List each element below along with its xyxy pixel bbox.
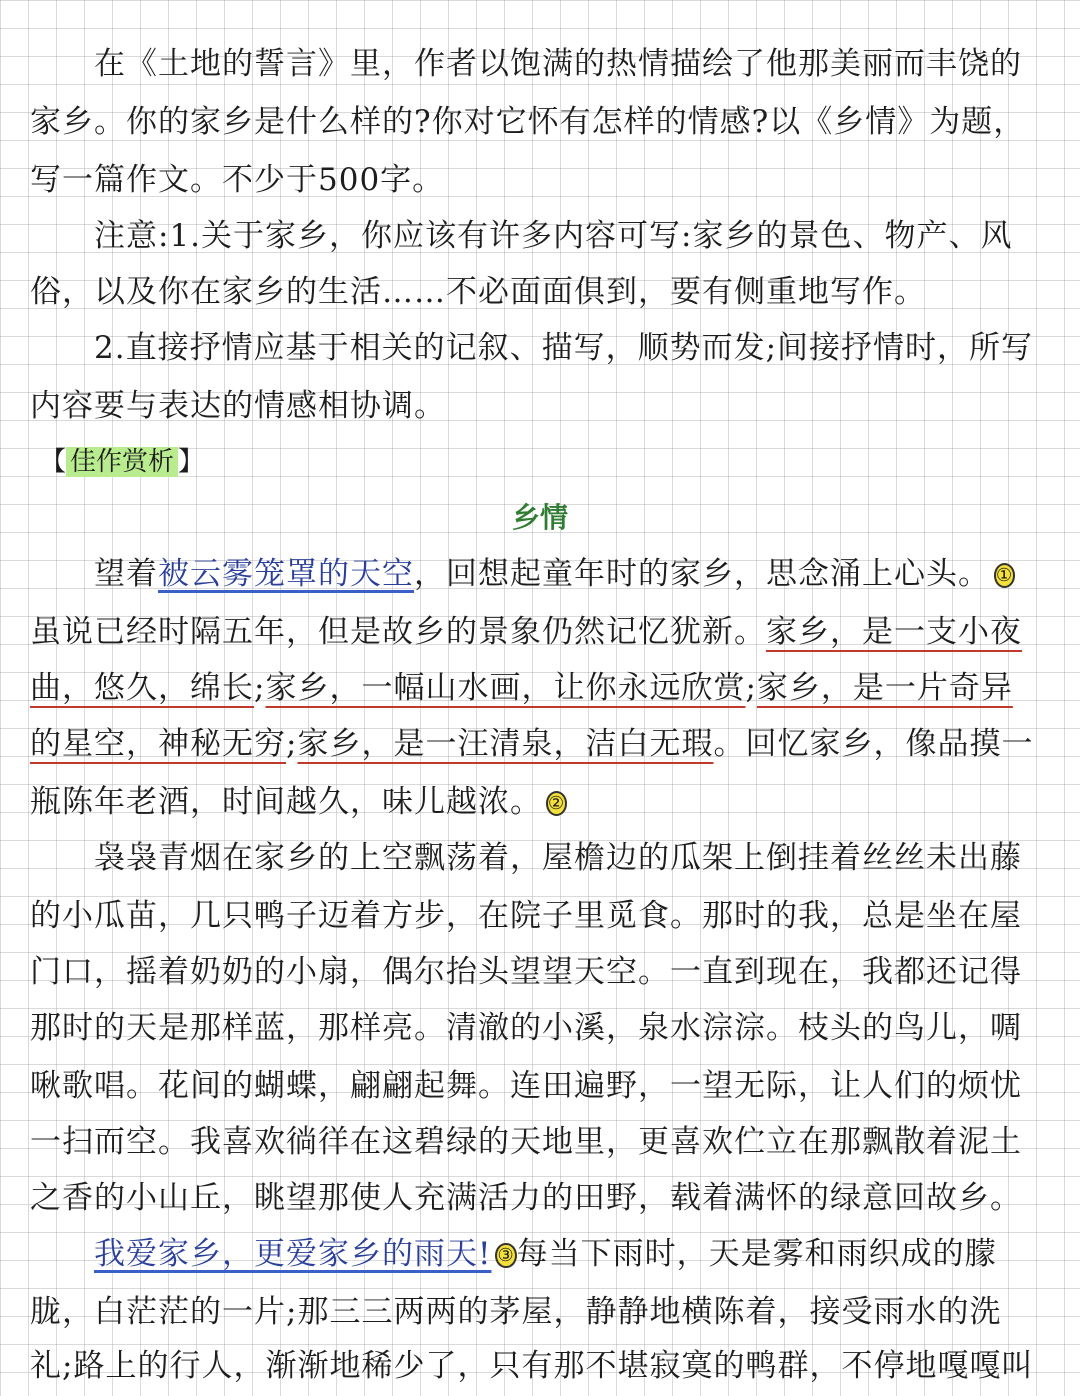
underlined-phrase: 家乡，一幅山水画，让你永远欣赏 bbox=[265, 670, 746, 706]
essay-p2-line-3: 门口，摇着奶奶的小扇，偶尔抬头望望天空。一直到现在，我都还记得 bbox=[30, 954, 1022, 990]
text bbox=[30, 1236, 94, 1272]
text: ，回想起童年时的家乡，思念涌上心头。 bbox=[414, 556, 990, 592]
annotation-marker-3: ③ bbox=[497, 1244, 515, 1266]
annotation-marker-2: ② bbox=[548, 792, 566, 814]
essay-title: 乡情 bbox=[511, 501, 568, 534]
prompt-line-4: 注意:1.关于家乡，你应该有许多内容可写:家乡的景色、物产、风 bbox=[30, 218, 1013, 254]
annotation-marker-1: ① bbox=[996, 564, 1014, 586]
prompt-line-7: 内容要与表达的情感相协调。 bbox=[30, 388, 446, 424]
essay-p2-line-1: 袅袅青烟在家乡的上空飘荡着，屋檐边的瓜架上倒挂着丝丝未出藤 bbox=[30, 840, 1022, 876]
essay-p3-line-3: 礼;路上的行人，渐渐地稀少了，只有那不堪寂寞的鸭群，不停地嘎嘎叫 bbox=[30, 1348, 1034, 1384]
essay-p2-line-4: 那时的天是那样蓝，那样亮。清澈的小溪，泉水淙淙。枝头的鸟儿，啁 bbox=[30, 1010, 1022, 1046]
section-tag-open: 【 bbox=[40, 447, 67, 477]
section-tag bbox=[40, 440, 204, 484]
underlined-phrase: 我爱家乡，更爱家乡的雨天! bbox=[94, 1236, 492, 1272]
prompt-line-2: 家乡。你的家乡是什么样的?你对它怀有怎样的情感?以《乡情》为题， bbox=[30, 104, 1026, 140]
essay-p3-line-2: 胧，白茫茫的一片;那三三两两的茅屋，静静地横陈着，接受雨水的洗 bbox=[30, 1294, 1002, 1330]
underlined-phrase: 的星空，神秘无穷 bbox=[30, 726, 286, 762]
essay-p1-line-5 bbox=[30, 774, 1050, 830]
essay-p1-line-4 bbox=[30, 716, 1050, 772]
text: ; bbox=[745, 670, 757, 706]
underlined-phrase: 家乡，是一片奇异 bbox=[756, 670, 1013, 706]
underlined-phrase: 家乡，是一支小夜 bbox=[766, 614, 1022, 650]
essay-p2-line-2: 的小瓜苗，几只鸭子迈着方步，在院子里觅食。那时的我，总是坐在屋 bbox=[30, 898, 1022, 934]
prompt-line-3: 写一篇作文。不少于500字。 bbox=[30, 162, 445, 198]
text: ; bbox=[286, 726, 298, 762]
text: 望着 bbox=[30, 556, 158, 592]
text: 瓶陈年老酒，时间越久，味儿越浓。 bbox=[30, 784, 542, 820]
underlined-phrase: 被云雾笼罩的天空 bbox=[158, 556, 414, 592]
prompt-line-5: 俗，以及你在家乡的生活……不必面面俱到，要有侧重地写作。 bbox=[30, 274, 926, 310]
text: 每当下雨时，天是雾和雨织成的朦 bbox=[516, 1236, 997, 1272]
essay-p2-line-6: 一扫而空。我喜欢徜徉在这碧绿的天地里，更喜欢伫立在那飘散着泥土 bbox=[30, 1124, 1022, 1160]
text: ; bbox=[254, 670, 266, 706]
underlined-phrase: 曲，悠久，绵长 bbox=[30, 670, 254, 706]
essay-p1-line-3 bbox=[30, 660, 1050, 716]
text: 虽说已经时隔五年，但是故乡的景象仍然记忆犹新。 bbox=[30, 614, 766, 650]
essay-p2-line-5: 啾歌唱。花间的蝴蝶，翩翩起舞。连田遍野，一望无际，让人们的烦忧 bbox=[30, 1068, 1022, 1104]
essay-p1-line-1 bbox=[30, 546, 1050, 602]
prompt-line-6: 2.直接抒情应基于相关的记叙、描写，顺势而发;间接抒情时，所写 bbox=[30, 330, 1034, 366]
text: 。回忆家乡，像品摸一 bbox=[713, 726, 1034, 762]
essay-p3-line-1 bbox=[30, 1226, 1050, 1282]
prompt-line-1: 在《土地的誓言》里，作者以饱满的热情描绘了他那美丽而丰饶的 bbox=[30, 46, 1022, 82]
underlined-phrase: 家乡，是一汪清泉，洁白无瑕 bbox=[297, 726, 714, 762]
section-tag-close: 】 bbox=[178, 447, 205, 477]
essay-p1-line-2 bbox=[30, 604, 1050, 660]
essay-p2-line-7: 之香的小山丘，眺望那使人充满活力的田野，载着满怀的绿意回故乡。 bbox=[30, 1180, 1022, 1216]
section-tag-label: 佳作赏析 bbox=[66, 447, 178, 477]
